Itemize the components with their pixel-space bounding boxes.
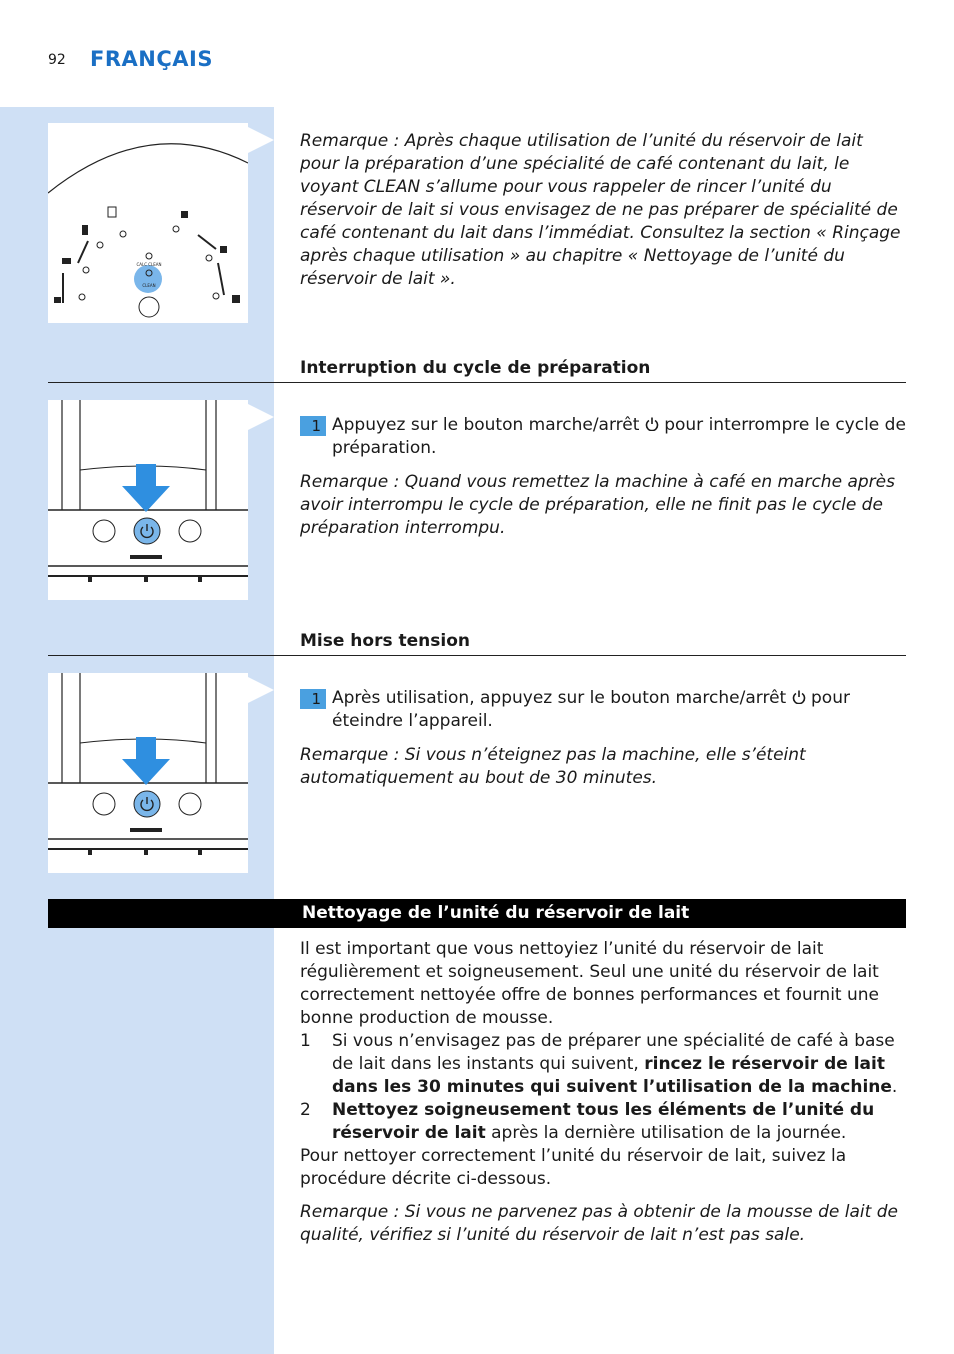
step-interrupt: [300, 414, 906, 460]
cleaning-outro: Pour nettoyer correctement l’unité du réservoir de lait, suivez la procédure décrite ci-dessous.: [300, 1146, 847, 1189]
callout-pointer: [248, 404, 274, 430]
step-poweroff: [300, 687, 906, 733]
divider: [48, 382, 906, 383]
list-text-end: .: [891, 1077, 898, 1097]
callout-pointer: [248, 127, 274, 153]
cleaning-note: Remarque : Si vous ne parvenez pas à obtenir de la mousse de lait de qualité, vérifiez si l’unité du réservoir de lait n’est pas sale.: [300, 1202, 898, 1245]
intro-note: Remarque : Après chaque utilisation de l’unité du réservoir de lait pour la préparation d’une spécialité de café contenant du lait, le voyant CLEAN s’allume pour vous rappeler de rincer l’unité du réservoir de lait si vous envisagez de ne pas préparer de spécialité de café contenant du lait dans l’immédiat. Consultez la section « Rinçage après chaque utilisation » au chapitre « Nettoyage de l’unité du réservoir de lait ».: [300, 131, 901, 289]
step-text-before: Appuyez sur le bouton marche/arrêt: [332, 415, 645, 435]
control-panel-illustration: [48, 123, 248, 323]
page-number: 92: [48, 52, 66, 68]
section-heading-bar: [48, 899, 906, 928]
section-heading-interrupt: Interruption du cycle de préparation: [300, 358, 651, 378]
step-text-before: Après utilisation, appuyez sur le bouton marche/arrêt: [332, 688, 792, 708]
callout-pointer: [248, 677, 274, 703]
step-text-after: pour interrompre le cycle de préparation.: [332, 415, 906, 458]
list-text-bold: Nettoyez soigneusement tous les éléments de l’unité du réservoir de lait: [332, 1100, 875, 1143]
list-number: 2: [300, 1100, 311, 1120]
clean-label: CLEAN: [142, 283, 156, 288]
power-off-illustration: [48, 673, 248, 873]
list-item: [300, 1099, 906, 1145]
list-item: [300, 1030, 906, 1099]
step-number-badge: 1: [300, 689, 326, 709]
interrupt-note: Remarque : Quand vous remettez la machine à café en marche après avoir interrompu le cycle de préparation, elle ne finit pas le cycle de préparation interrompu.: [300, 472, 895, 538]
step-number-badge: 1: [300, 416, 326, 436]
list-number: 1: [300, 1031, 311, 1051]
step-text-after: pour éteindre l’appareil.: [332, 688, 850, 731]
cleaning-intro: Il est important que vous nettoyiez l’unité du réservoir de lait régulièrement et soigneusement. Seul une unité du réservoir de lait correctement nettoyée offre de bonnes performances et fournit une bonne production de mousse.: [300, 939, 879, 1028]
power-button-illustration: [48, 400, 248, 600]
section-heading-cleaning: Nettoyage de l’unité du réservoir de lait: [302, 903, 690, 923]
power-icon: [645, 417, 659, 431]
section-language-title: FRANÇAIS: [90, 47, 213, 71]
power-icon: [792, 690, 806, 704]
section-heading-poweroff: Mise hors tension: [300, 631, 470, 651]
list-text-bold: rincez le réservoir de lait dans les 30 minutes qui suivent l’utilisation de la machine: [332, 1054, 892, 1097]
list-text: après la dernière utilisation de la journée.: [485, 1123, 847, 1143]
divider: [48, 655, 906, 656]
list-text: Si vous n’envisagez pas de préparer une spécialité de café à base de lait dans les instants qui suivent,: [332, 1031, 895, 1074]
calc-clean-label: CALC CLEAN: [136, 262, 162, 267]
cleaning-body: [300, 938, 906, 1247]
poweroff-note: Remarque : Si vous n’éteignez pas la machine, elle s’éteint automatiquement au bout de 30 minutes.: [300, 745, 806, 788]
